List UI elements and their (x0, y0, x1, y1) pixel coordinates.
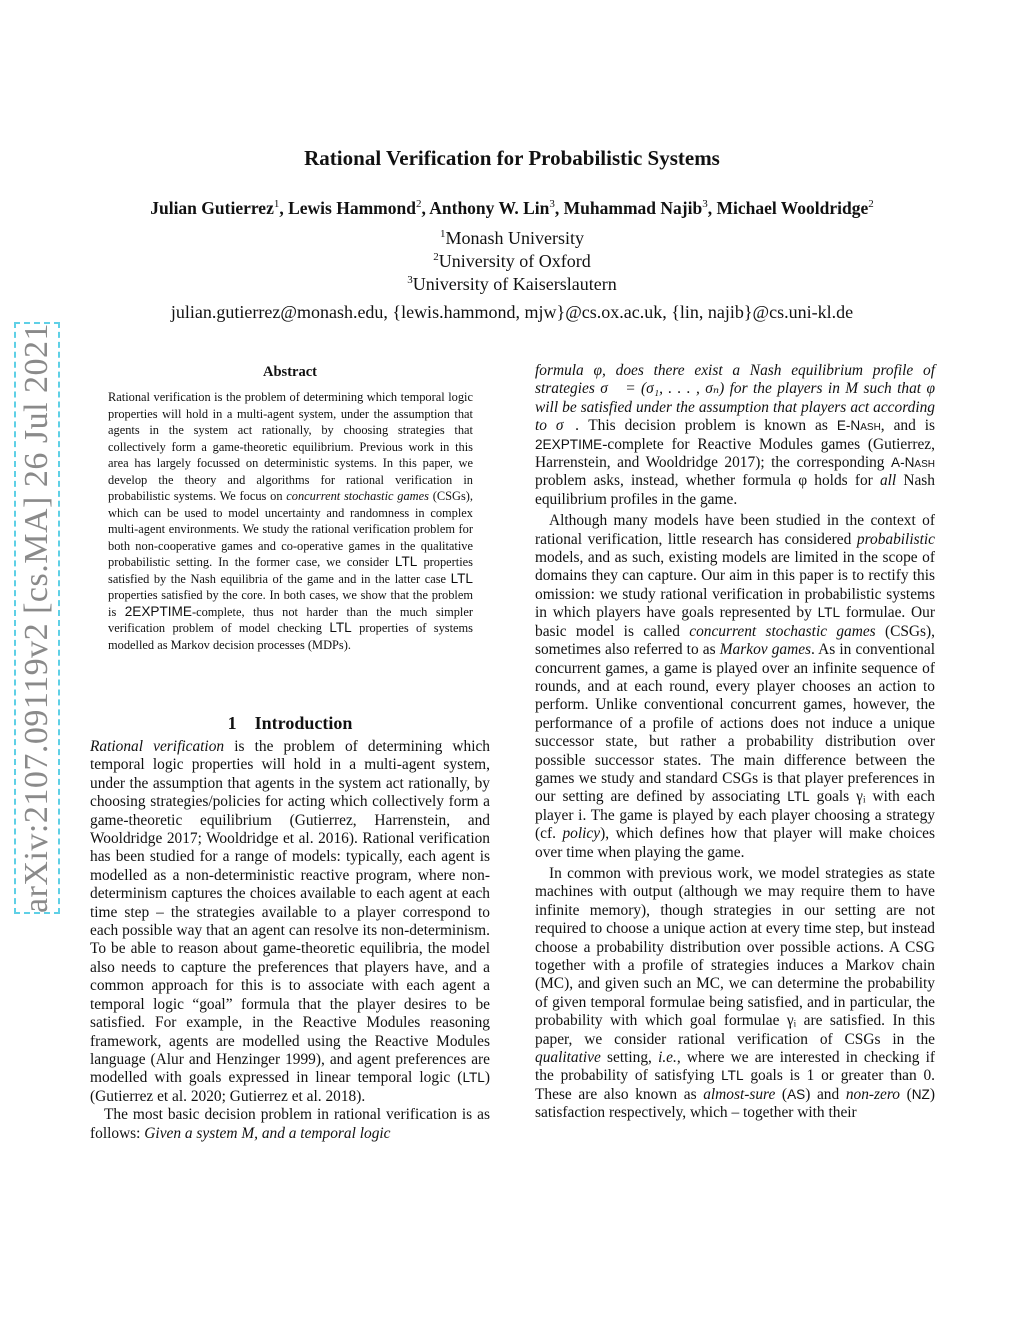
abstract-heading: Abstract (263, 364, 317, 380)
paragraph: Rational verification is the problem of determining which temporal logic properties will hold in a multi-agent system, under the assumption that agents in the system act rationally, by choosing strategies/policies for acting which collectively form a game-theoretic equilibrium (Gutierrez, Harrenstein, and Wooldridge 2017; Wooldridge et al. 2016). Rational verification has been studied for a range of models: typically, each agent is modelled as a non-deterministic reactive program, where non-determinism captures the choices available to each agent at each time step – the strategies available to a player correspond to each possible way that an agent can resolve its non-determinism. To be able to reason about game-theoretic equilibria, the model also needs to capture the preferences that players have, and a common approach for this is to associate with each agent a temporal logic “goal” formula that the player desires to be satisfied. For example, in the Reactive Modules reasoning framework, agents are modelled using the Reactive Modules language (Alur and Henzinger 1999), and agent preferences are modelled with goals expressed in linear temporal logic (LTL) (Gutierrez et al. 2020; Gutierrez et al. 2018). (90, 738, 490, 1105)
arxiv-id: arXiv:2107.09119v2 [cs.MA] 26 Jul 2021 (18, 322, 55, 914)
section-title: Introduction (254, 713, 353, 733)
author-affil-sup: 1 (273, 198, 280, 211)
paper-title: Rational Verification for Probabilistic Systems (304, 146, 720, 170)
author-separator: , (421, 198, 430, 218)
author-name: Julian Gutierrez (150, 198, 274, 218)
affiliation-name: Monash University (445, 228, 584, 248)
author-separator: , (554, 198, 564, 218)
author-name: Lewis Hammond (288, 198, 416, 218)
author-name: Michael Wooldridge (716, 198, 869, 218)
arxiv-stamp (14, 322, 60, 914)
section-heading (90, 713, 490, 734)
paragraph: In common with previous work, we model strategies as state machines with output (although we may require them to have infinite memory), though strategies in our setting are not required to choose a unique action at every time step, but instead choose a probability distribution over possible actions. A CSG together with a profile of strategies induces a Markov chain (MC), and given such an MC, we can determine the probability of given temporal formulae being satisfied, and in particular, the probability with which goal formulae γᵢ are satisfied. In this paper, we consider rational verification of CSGs in the qualitative setting, i.e., where we are interested in checking if the probability of satisfying LTL goals is 1 or greater than 0. These are also known as almost-sure (AS) and non-zero (NZ) satisfaction respectively, which – together with their (535, 864, 935, 1122)
author-separator: , (279, 198, 289, 218)
author-affil-sup: 3 (549, 198, 555, 211)
left-column (90, 738, 490, 1143)
section-number: 1 (227, 713, 237, 733)
author-name: Muhammad Najib (563, 198, 703, 218)
affiliation (0, 228, 1024, 249)
author-name: Anthony W. Lin (429, 198, 550, 218)
affiliation (0, 251, 1024, 272)
paragraph: The most basic decision problem in rational verification is as follows: Given a system M, and a temporal logic (90, 1106, 490, 1142)
affiliation-sup: 2 (433, 251, 439, 263)
abstract-text: Rational verification is the problem of determining which temporal logic properties will hold in a multi-agent system, under the assumption that agents in the system act rationally, by choosing strategies that collectively form a game-theoretic equilibrium. Previous work in this area has largely focussed on deterministic systems. In this paper, we develop the theory and algorithms for rational verification in probabilistic systems. We focus on concurrent stochastic games (CSGs), which can be used to model uncertainty and randomness in complex multi-agent environments. We study the rational verification problem for both non-cooperative games and co-operative games in the qualitative probabilistic setting. In the former case, we consider LTL properties satisfied by the Nash equilibria of the game and in the latter case LTL properties satisfied by the core. In both cases, we show that the problem is 2EXPTIME-complete, thus not harder than the much simpler verification problem of model checking LTL properties of systems modelled as Markov decision processes (MDPs). (108, 390, 473, 652)
right-column (535, 362, 935, 1123)
affiliation-sup: 1 (440, 228, 446, 240)
affiliation-name: University of Kaiserslautern (412, 274, 617, 294)
author-affil-sup: 3 (702, 198, 708, 211)
affiliation-name: University of Oxford (438, 251, 591, 271)
affiliation (0, 274, 1024, 295)
author-affil-sup: 2 (868, 198, 874, 211)
affiliation-sup: 3 (407, 274, 413, 286)
author-separator: , (707, 198, 717, 218)
paragraph: formula φ, does there exist a Nash equilibrium profile of strategies σ⃗ = (σ₁, . . . , σₙ) for the players in M such that φ will be satisfied under the assumption that players act according to σ⃗. This decision problem is known as E-Nash, and is 2EXPTIME-complete for Reactive Modules games (Gutierrez, Harrenstein, and Wooldridge 2017); the corresponding A-Nash problem asks, instead, whether formula φ holds for all Nash equilibrium profiles in the game. (535, 362, 936, 508)
author-emails: julian.gutierrez@monash.edu, {lewis.hammond, mjw}@cs.ox.ac.uk, {lin, najib}@cs.uni-kl.de (170, 302, 854, 322)
paragraph: Although many models have been studied in the context of rational verification, little research has considered probabilistic models, and as such, existing models are limited in the scope of domains they can capture. Our aim in this paper is to rectify this omission: we study rational verification in probabilistic systems in which players have goals represented by LTL formulae. Our basic model is called concurrent stochastic games (CSGs), sometimes also referred to as Markov games. As in conventional concurrent games, a game is played over an infinite sequence of rounds, and at each round, every player chooses an action to perform. Unlike conventional concurrent games, however, the performance of a profile of actions does not induce a unique successor state, but rather a probability distribution over possible successor states. The main difference between the games we study and standard CSGs is that player preferences in our setting are defined by associating LTL goals γᵢ with each player i. The game is played by each player choosing a strategy (cf. policy), which defines how that player will make choices over time when playing the game. (535, 512, 936, 861)
author-affil-sup: 2 (415, 198, 422, 211)
author-list (0, 198, 1024, 219)
